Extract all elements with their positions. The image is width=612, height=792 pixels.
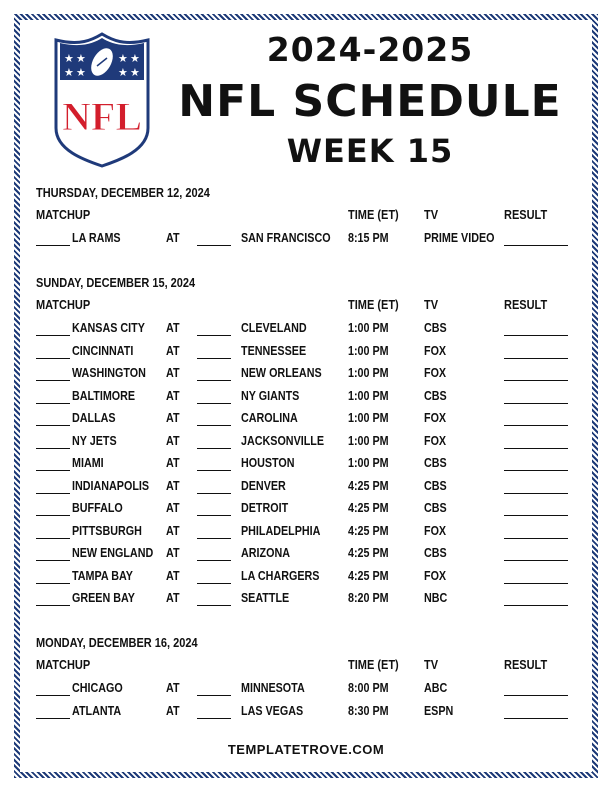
game-time: 1:00 PM (348, 456, 389, 470)
at-label: AT (166, 478, 180, 493)
result-line[interactable] (504, 605, 568, 606)
tv-network: ABC (424, 681, 448, 695)
svg-text:★: ★ (118, 66, 128, 79)
result-line[interactable] (504, 560, 568, 561)
tv-network: PRIME VIDEO (424, 231, 495, 245)
tv-network: CBS (424, 321, 447, 335)
game-time: 1:00 PM (348, 433, 389, 448)
away-team: BUFFALO (72, 501, 123, 515)
footer-site: TEMPLATETROVE.COM (227, 742, 385, 757)
away-team: GREEN BAY (72, 591, 135, 605)
day-heading: SUNDAY, DECEMBER 15, 2024 (36, 276, 196, 290)
col-time: TIME (ET) (348, 658, 399, 672)
away-pick-line[interactable] (36, 695, 70, 696)
home-pick-line[interactable] (197, 493, 231, 494)
tv-network: CBS (424, 388, 447, 403)
week-title: WEEK 15 (286, 132, 454, 170)
away-team: NEW ENGLAND (72, 546, 154, 560)
away-pick-line[interactable] (36, 448, 70, 449)
at-label: AT (166, 681, 180, 695)
tv-network: FOX (424, 433, 447, 448)
away-team: MIAMI (72, 456, 104, 470)
home-team: PHILADELPHIA (241, 523, 321, 538)
game-row (0, 524, 612, 544)
away-pick-line[interactable] (36, 335, 70, 336)
game-row (0, 681, 612, 701)
away-team: INDIANAPOLIS (72, 478, 150, 493)
col-tv: TV (424, 298, 439, 312)
away-team: ATLANTA (72, 703, 122, 718)
result-line[interactable] (504, 493, 568, 494)
home-pick-line[interactable] (197, 448, 231, 449)
home-pick-line[interactable] (197, 605, 231, 606)
game-row (0, 321, 612, 341)
away-pick-line[interactable] (36, 718, 70, 719)
away-team: TAMPA BAY (72, 568, 133, 583)
tv-network: FOX (424, 568, 447, 583)
tv-network: ESPN (424, 703, 454, 718)
game-row (0, 366, 612, 386)
col-time: TIME (ET) (348, 208, 399, 222)
svg-text:★: ★ (76, 52, 86, 65)
home-team: CLEVELAND (241, 321, 307, 335)
result-line[interactable] (504, 358, 568, 359)
at-label: AT (166, 501, 180, 515)
game-time: 4:25 PM (348, 523, 389, 538)
home-pick-line[interactable] (197, 245, 231, 246)
away-team: KANSAS CITY (72, 321, 145, 335)
svg-text:★: ★ (76, 66, 86, 79)
at-label: AT (166, 456, 180, 470)
at-label: AT (166, 591, 180, 605)
home-pick-line[interactable] (197, 583, 231, 584)
home-team: SEATTLE (241, 591, 290, 605)
game-row (0, 231, 612, 251)
col-matchup: MATCHUP (36, 208, 91, 222)
svg-text:NFL: NFL (62, 94, 142, 139)
page-title: NFL SCHEDULE (178, 76, 562, 127)
result-line[interactable] (504, 718, 568, 719)
result-line[interactable] (504, 538, 568, 539)
away-pick-line[interactable] (36, 380, 70, 381)
away-pick-line[interactable] (36, 425, 70, 426)
result-line[interactable] (504, 515, 568, 516)
at-label: AT (166, 321, 180, 335)
away-pick-line[interactable] (36, 515, 70, 516)
game-time: 1:00 PM (348, 343, 389, 358)
home-team: ARIZONA (241, 546, 290, 560)
result-line[interactable] (504, 448, 568, 449)
away-pick-line[interactable] (36, 245, 70, 246)
game-row (0, 501, 612, 521)
col-result: RESULT (504, 208, 548, 222)
col-tv: TV (424, 208, 439, 222)
tv-network: FOX (424, 343, 447, 358)
tv-network: FOX (424, 366, 447, 380)
home-pick-line[interactable] (197, 425, 231, 426)
day-heading: THURSDAY, DECEMBER 12, 2024 (36, 186, 210, 200)
away-team: BALTIMORE (72, 388, 136, 403)
game-row (0, 344, 612, 364)
col-result: RESULT (504, 658, 548, 672)
game-row (0, 389, 612, 409)
game-time: 1:00 PM (348, 411, 389, 425)
home-pick-line[interactable] (197, 695, 231, 696)
game-time: 1:00 PM (348, 366, 389, 380)
col-matchup: MATCHUP (36, 658, 91, 672)
home-pick-line[interactable] (197, 560, 231, 561)
home-team: TENNESSEE (241, 343, 307, 358)
away-team: NY JETS (72, 433, 117, 448)
game-time: 8:30 PM (348, 703, 389, 718)
game-row (0, 456, 612, 476)
result-line[interactable] (504, 245, 568, 246)
away-pick-line[interactable] (36, 605, 70, 606)
svg-text:★: ★ (130, 52, 140, 65)
at-label: AT (166, 366, 180, 380)
at-label: AT (166, 343, 180, 358)
tv-network: CBS (424, 546, 447, 560)
result-line[interactable] (504, 583, 568, 584)
away-team: WASHINGTON (72, 366, 146, 380)
game-time: 4:25 PM (348, 546, 389, 560)
home-team: SAN FRANCISCO (241, 231, 331, 245)
svg-text:★: ★ (118, 52, 128, 65)
home-pick-line[interactable] (197, 380, 231, 381)
game-time: 8:20 PM (348, 591, 389, 605)
away-pick-line[interactable] (36, 538, 70, 539)
game-row (0, 704, 612, 724)
home-pick-line[interactable] (197, 358, 231, 359)
season-title: 2024-2025 (266, 30, 474, 69)
away-team: CINCINNATI (72, 343, 134, 358)
home-pick-line[interactable] (197, 335, 231, 336)
away-pick-line[interactable] (36, 358, 70, 359)
game-time: 1:00 PM (348, 388, 389, 403)
home-pick-line[interactable] (197, 515, 231, 516)
game-row (0, 411, 612, 431)
game-time: 1:00 PM (348, 321, 389, 335)
at-label: AT (166, 568, 180, 583)
home-team: NY GIANTS (241, 388, 300, 403)
game-row (0, 569, 612, 589)
game-time: 8:15 PM (348, 231, 389, 245)
at-label: AT (166, 433, 180, 448)
col-tv: TV (424, 658, 439, 672)
home-team: JACKSONVILLE (241, 433, 325, 448)
result-line[interactable] (504, 380, 568, 381)
at-label: AT (166, 411, 180, 425)
home-pick-line[interactable] (197, 403, 231, 404)
away-pick-line[interactable] (36, 403, 70, 404)
at-label: AT (166, 523, 180, 538)
game-row (0, 479, 612, 499)
home-pick-line[interactable] (197, 470, 231, 471)
away-pick-line[interactable] (36, 470, 70, 471)
svg-text:★: ★ (64, 52, 74, 65)
game-time: 8:00 PM (348, 681, 389, 695)
game-row (0, 434, 612, 454)
result-line[interactable] (504, 425, 568, 426)
tv-network: NBC (424, 591, 448, 605)
tv-network: CBS (424, 501, 447, 515)
away-team: LA RAMS (72, 231, 121, 245)
away-pick-line[interactable] (36, 560, 70, 561)
result-line[interactable] (504, 403, 568, 404)
tv-network: CBS (424, 456, 447, 470)
away-team: DALLAS (72, 411, 116, 425)
tv-network: FOX (424, 523, 447, 538)
nfl-shield-logo (50, 32, 154, 168)
svg-text:★: ★ (64, 66, 74, 79)
home-team: DENVER (241, 478, 286, 493)
away-team: CHICAGO (72, 681, 123, 695)
game-row (0, 546, 612, 566)
home-team: LAS VEGAS (241, 703, 304, 718)
col-result: RESULT (504, 298, 548, 312)
result-line[interactable] (504, 695, 568, 696)
tv-network: FOX (424, 411, 447, 425)
result-line[interactable] (504, 335, 568, 336)
at-label: AT (166, 703, 180, 718)
at-label: AT (166, 231, 180, 245)
home-team: NEW ORLEANS (241, 366, 322, 380)
home-pick-line[interactable] (197, 718, 231, 719)
game-time: 4:25 PM (348, 568, 389, 583)
home-team: LA CHARGERS (241, 568, 320, 583)
home-team: MINNESOTA (241, 681, 305, 695)
col-time: TIME (ET) (348, 298, 399, 312)
home-pick-line[interactable] (197, 538, 231, 539)
col-matchup: MATCHUP (36, 298, 91, 312)
home-team: HOUSTON (241, 456, 295, 470)
day-heading: MONDAY, DECEMBER 16, 2024 (36, 636, 198, 650)
at-label: AT (166, 388, 180, 403)
home-team: CAROLINA (241, 411, 298, 425)
away-pick-line[interactable] (36, 583, 70, 584)
tv-network: CBS (424, 478, 447, 493)
at-label: AT (166, 546, 180, 560)
game-time: 4:25 PM (348, 478, 389, 493)
away-pick-line[interactable] (36, 493, 70, 494)
away-team: PITTSBURGH (72, 523, 142, 538)
game-time: 4:25 PM (348, 501, 389, 515)
game-row (0, 591, 612, 611)
home-team: DETROIT (241, 501, 289, 515)
result-line[interactable] (504, 470, 568, 471)
svg-text:★: ★ (130, 66, 140, 79)
